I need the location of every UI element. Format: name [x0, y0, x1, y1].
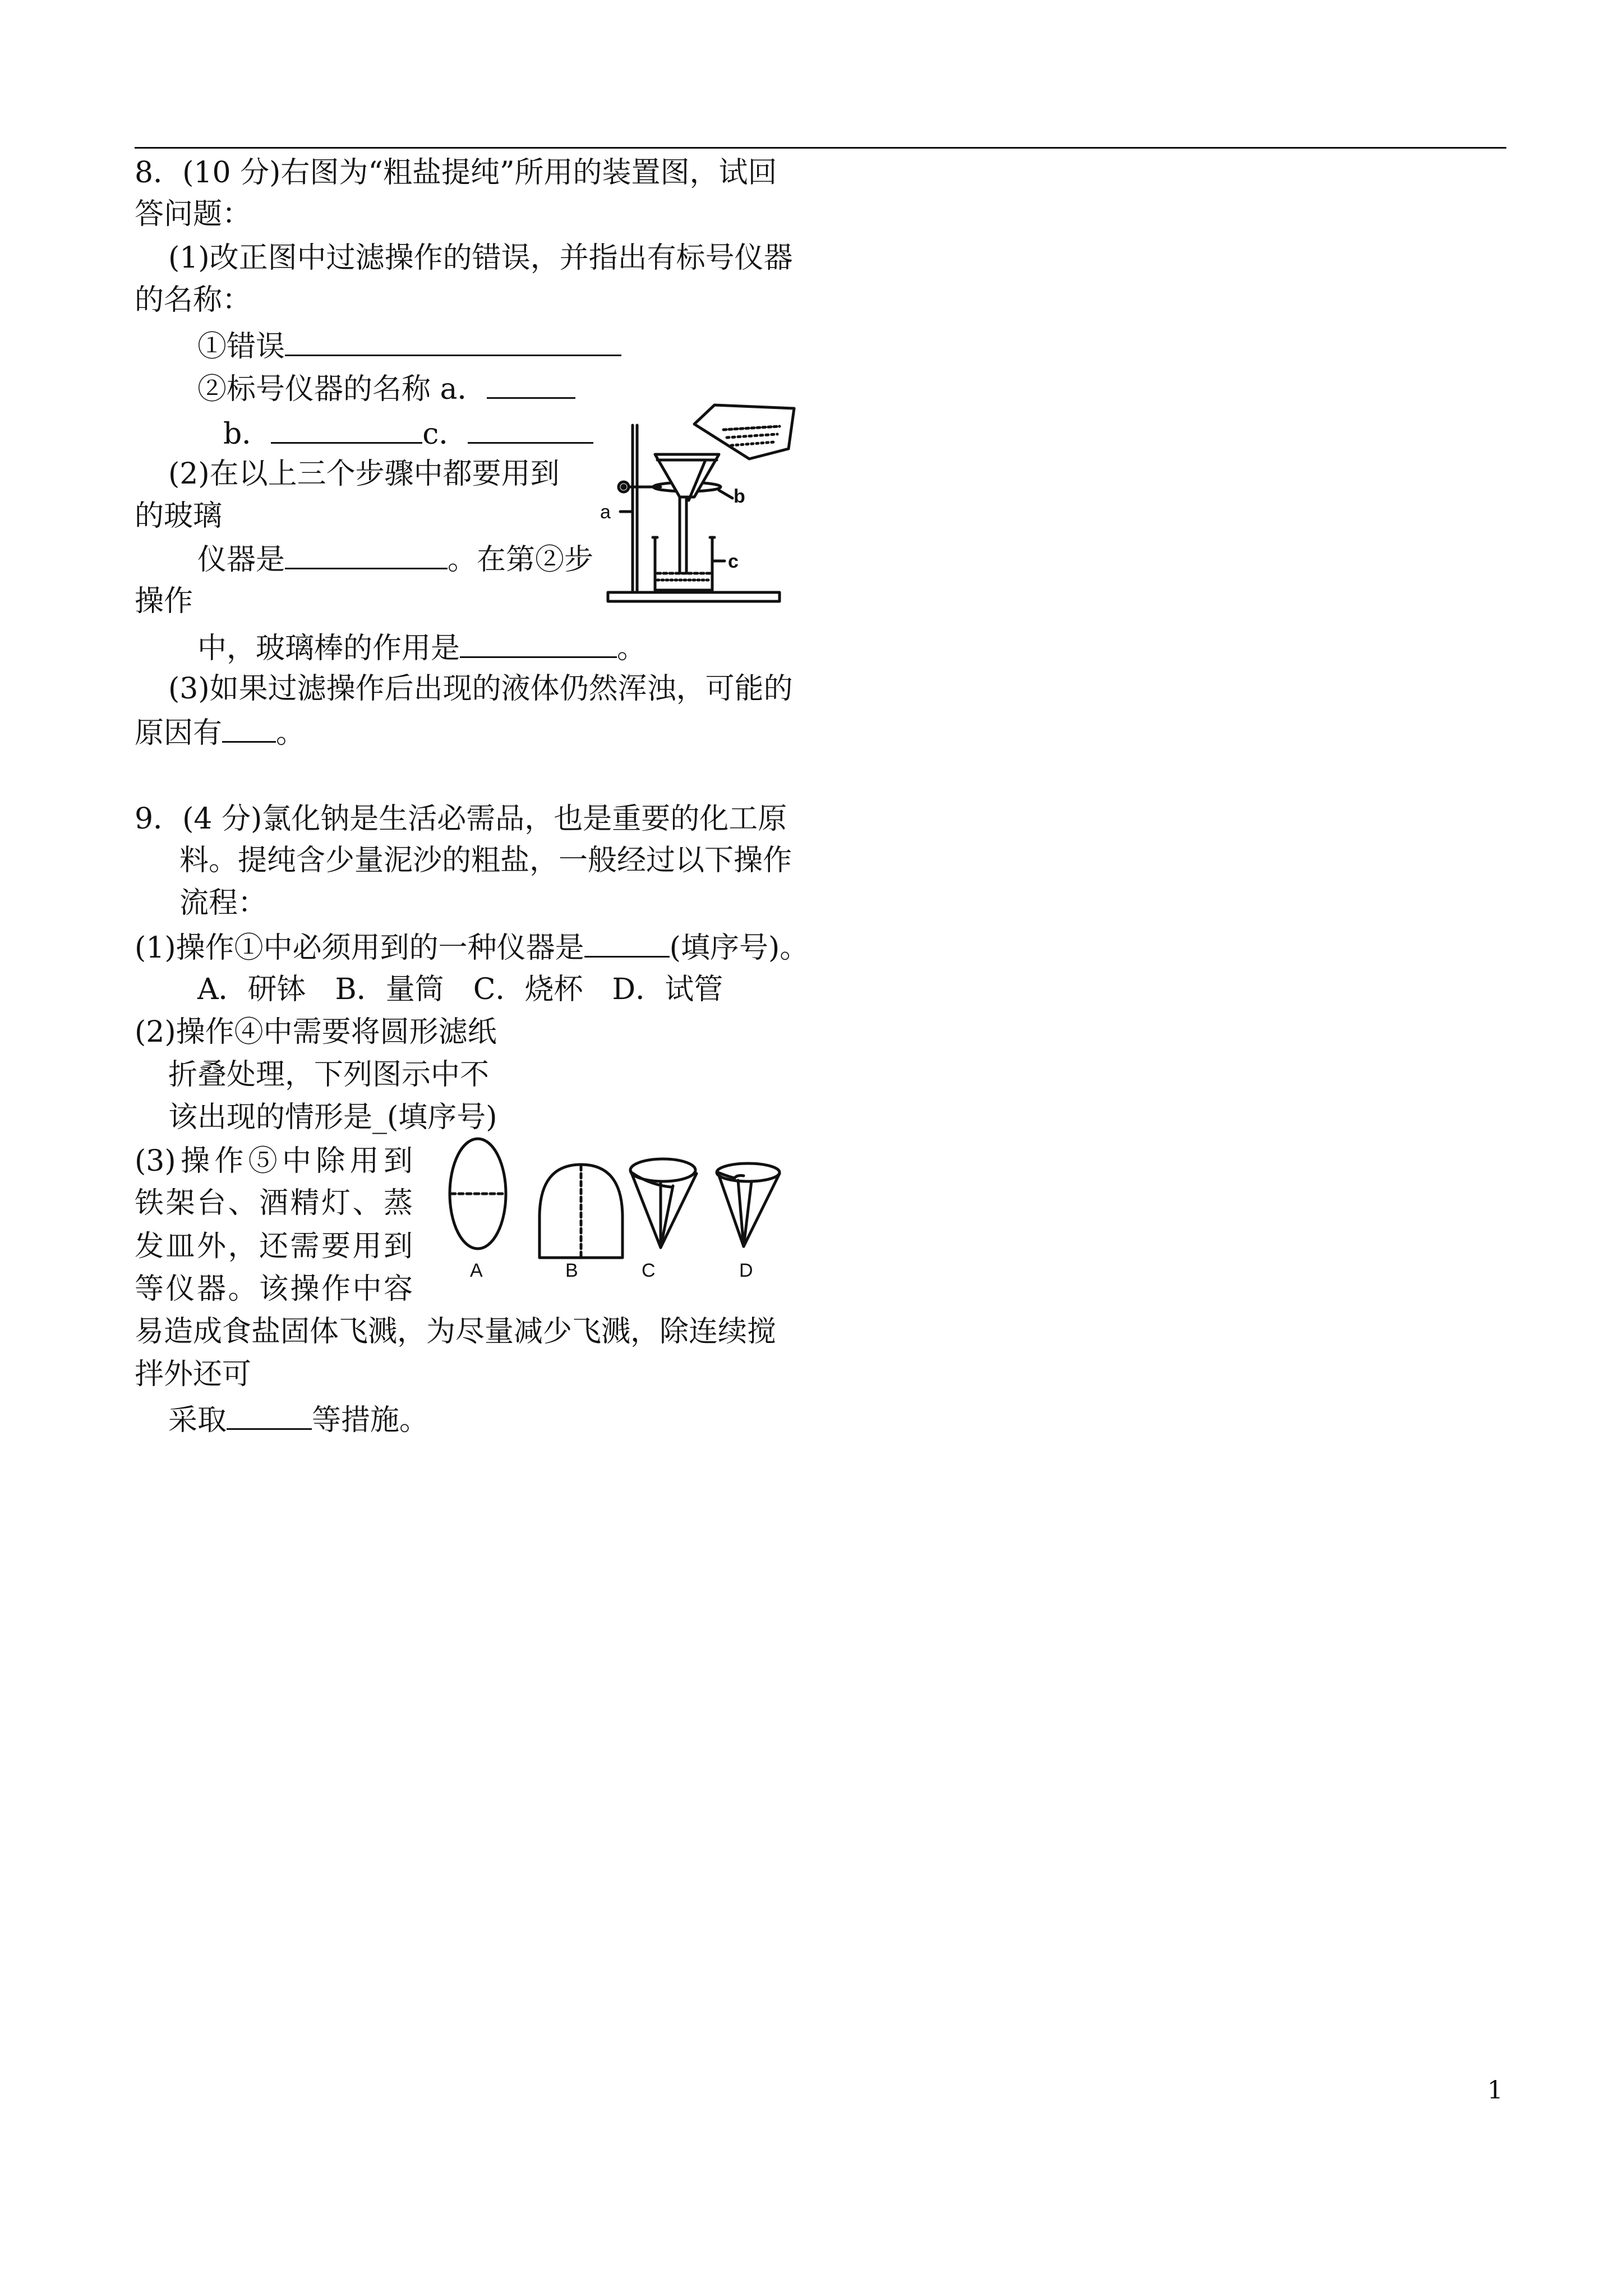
q9-line-3: 流程：: [179, 886, 268, 920]
q8-label-c: c．: [422, 417, 468, 451]
q9-op1-blank[interactable]: [584, 930, 670, 958]
q8-line-13: (3)如果过滤操作后出现的液体仍然浑浊，可能的: [168, 672, 793, 706]
filtration-apparatus-figure: [594, 393, 808, 606]
q8-line-8: (2)在以上三个步骤中都要用到: [168, 457, 560, 491]
q9-measure-blank[interactable]: [227, 1402, 312, 1430]
q9-measure-line: [168, 1402, 428, 1437]
q9-measure-end: 等措施。: [312, 1404, 429, 1437]
q8-line-4: 的名称：: [135, 283, 252, 317]
q8-reason-label: 原因有: [135, 716, 223, 750]
q8-step-label: 。在第②步: [448, 543, 594, 577]
q9-line-10: [135, 1186, 413, 1220]
filter-paper-folding-figure: [437, 1133, 819, 1285]
q8-blank-a[interactable]: [487, 371, 575, 399]
q8-reason-line: [135, 715, 305, 750]
q8-reason-blank[interactable]: [222, 715, 276, 743]
q9-op1-end: (填序号)。: [669, 931, 809, 965]
q8-error-line: [197, 329, 621, 364]
q9-line-14: 拌外还可: [135, 1358, 252, 1391]
label-c: c: [728, 551, 739, 572]
q8-glass-line: [197, 542, 593, 577]
q8-glass-label: 仪器是: [197, 543, 285, 577]
q9-line-2: 料。提纯含少量泥沙的粗盐，一般经过以下操作: [179, 844, 792, 877]
q8-line-3: (1)改正图中过滤操作的错误，并指出有标号仪器: [168, 241, 793, 275]
q9-line-1: 9．(4 分)氯化钠是生活必需品，也是重要的化工原: [135, 802, 787, 836]
q9-options-line: A．研钵 B．量筒 C．烧杯 D．试管: [197, 973, 723, 1006]
q9-line-10-text: 铁架台、酒精灯、蒸: [135, 1186, 413, 1220]
q9-line-8: 该出现的情形是_(填序号): [168, 1101, 497, 1134]
q9-line-11: [135, 1230, 413, 1263]
q9-line-7: 折叠处理，下列图示中不: [168, 1058, 490, 1092]
option-A-label: A: [470, 1260, 483, 1281]
q8-error-label: ①错误: [197, 330, 285, 364]
q9-line-13: 易造成食盐固体飞溅，为尽量减少飞溅，除连续搅: [135, 1315, 777, 1349]
q8-glass-blank[interactable]: [285, 542, 448, 569]
q9-line-12: [135, 1272, 413, 1306]
q8-rod-end: 。: [617, 632, 647, 665]
q9-op1-label: (1)操作①中必须用到的一种仪器是: [135, 931, 584, 965]
q8-line-2: 答问题：: [135, 197, 252, 231]
option-C-label: C: [642, 1260, 656, 1281]
q9-line-12-text: 等仪器。该操作中容: [135, 1272, 413, 1306]
q8-instrument-line: [197, 371, 575, 406]
q8-bc-line: [223, 416, 593, 451]
option-D-label: D: [739, 1260, 753, 1281]
q9-line-11-text: 发皿外，还需要用到: [135, 1230, 413, 1263]
q8-rod-line: [197, 631, 646, 665]
q9-op1-line: [135, 930, 809, 965]
q8-line-9: 的玻璃: [135, 499, 223, 533]
q9-line-9: [135, 1144, 413, 1178]
q9-line-6: (2)操作④中需要将圆形滤纸: [135, 1015, 497, 1049]
q8-line-11: 操作: [135, 585, 193, 618]
option-B-label: B: [565, 1260, 578, 1281]
q8-reason-end: 。: [276, 716, 306, 750]
q8-label-b: b．: [223, 417, 271, 451]
header-rule: [135, 147, 1506, 149]
q8-blank-c[interactable]: [468, 416, 593, 444]
q8-error-blank[interactable]: [285, 329, 621, 356]
label-b: b: [734, 486, 745, 507]
q9-measure-label: 采取: [168, 1404, 227, 1437]
page-number: 1: [1487, 2076, 1503, 2105]
q8-rod-blank[interactable]: [460, 631, 617, 658]
q8-blank-b[interactable]: [271, 416, 422, 444]
q8-instrument-label: ②标号仪器的名称 a．: [197, 372, 487, 406]
q8-line-1: 8．(10 分)右图为“粗盐提纯”所用的装置图，试回: [135, 156, 777, 190]
q9-line-9-text: (3)操作⑤中除用到: [135, 1144, 413, 1178]
label-a: a: [600, 501, 611, 523]
q8-rod-label: 中，玻璃棒的作用是: [197, 632, 460, 665]
